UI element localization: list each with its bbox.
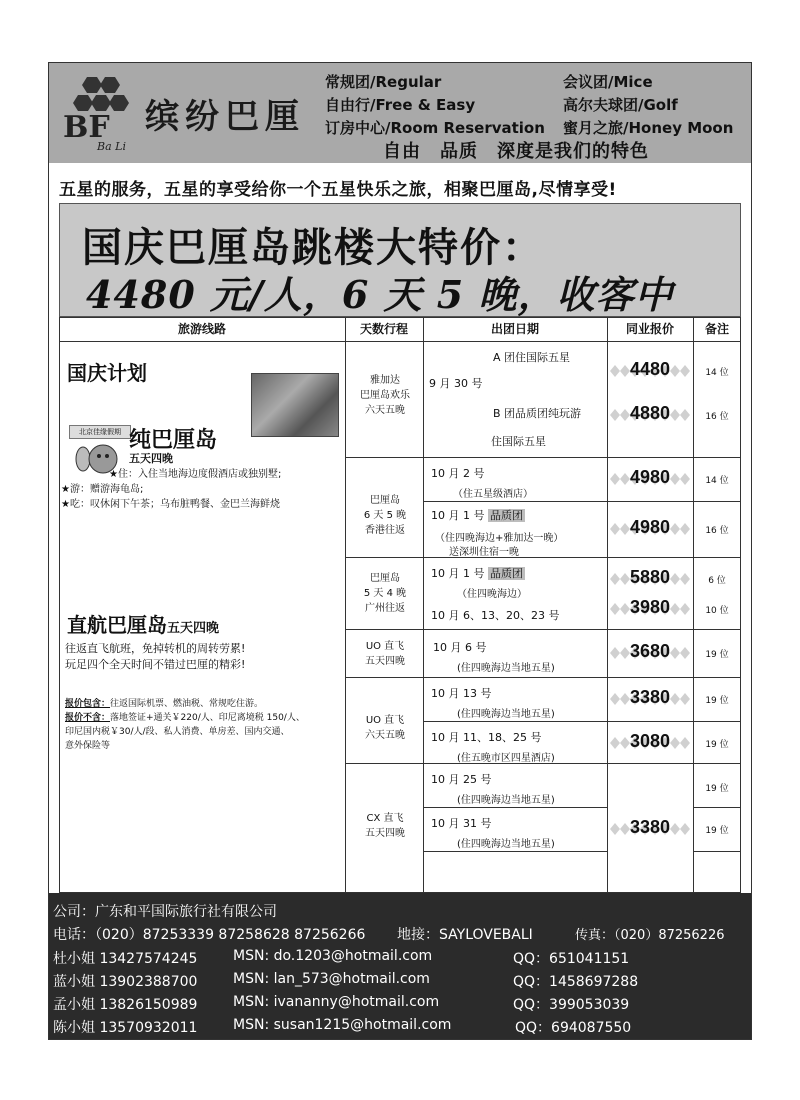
seats-note: 19 位	[705, 696, 729, 706]
brand-name: 缤纷巴厘	[145, 97, 305, 137]
price-excluded-2: 印尼国内税￥30/人/段、私人消费、单房差、国内交通、	[65, 727, 290, 737]
seats-note: 16 位	[705, 526, 729, 536]
g1-a: A 团住国际五星	[493, 351, 571, 364]
g4-d1: 10 月 6 号	[433, 641, 487, 654]
contact-msn[interactable]: MSN: susan1215@hotmail.com	[233, 1017, 452, 1033]
price-value: 4980	[629, 467, 671, 487]
route-g2: 巴厘岛 6 天 5 晚 香港往返	[363, 495, 407, 536]
contact-name: 孟小姐 13826150989	[53, 997, 198, 1013]
type-free-easy: 自由行/Free & Easy	[325, 96, 476, 114]
pure-title: 纯巴厘岛	[129, 428, 218, 453]
g5-d2: 10 月 11、18、25 号	[431, 731, 542, 744]
seats-note: 16 位	[705, 412, 729, 422]
g2-d1: 10 月 2 号	[431, 467, 485, 480]
seats-note: 14 位	[705, 368, 729, 378]
type-honeymoon: 蜜月之旅/Honey Moon	[563, 119, 734, 137]
direct-title: 直航巴厘岛五天四晚	[67, 613, 220, 637]
seats-note: 6 位	[708, 576, 726, 586]
pure-stay: ★住：入住当地海边度假酒店或独别墅;	[109, 469, 282, 480]
seats-note: 19 位	[705, 740, 729, 750]
g1-b: B 团品质团纯玩游	[493, 407, 582, 420]
contact-qq: QQ：1458697288	[513, 974, 639, 990]
pure-tour: ★游：赠游海龟岛;	[61, 484, 144, 495]
promo-price: 4480 元/人，6 天 5 晚，收客中	[86, 272, 674, 317]
price-table	[59, 317, 741, 893]
price-value: 4480	[629, 359, 671, 379]
contact-name: 陈小姐 13570932011	[53, 1020, 198, 1036]
footer-contact	[49, 893, 751, 1039]
contact-msn[interactable]: MSN: do.1203@hotmail.com	[233, 948, 433, 964]
g2-s2: （住四晚海边+雅加达一晚）	[435, 533, 564, 544]
g5-s1: (住四晚海边当地五星)	[457, 709, 555, 720]
header-route: 旅游线路	[177, 322, 226, 336]
contact-name: 杜小姐 13427574245	[53, 951, 198, 967]
type-golf: 高尔夫球团/Golf	[563, 96, 678, 114]
g6-s2: (住四晚海边当地五星)	[457, 839, 555, 850]
g2-d2: 10 月 1 号 品质团	[431, 509, 523, 522]
route-g1: 雅加达 巴厘岛欢乐 六天五晚	[360, 375, 410, 416]
slogan: 自由 品质 深度是我们的特色	[383, 141, 649, 162]
svg-text:Ba Li: Ba Li	[97, 140, 126, 153]
g4-s1: (住四晚海边当地五星)	[457, 663, 555, 674]
price-value: 4980	[629, 517, 671, 537]
seats-note: 19 位	[705, 650, 729, 660]
g2-s2b: 送深圳住宿一晚	[449, 547, 519, 558]
contact-name: 蓝小姐 13902388700	[53, 974, 198, 990]
seats-note: 14 位	[705, 476, 729, 486]
g1-b2: 住国际五星	[491, 435, 546, 448]
g3-s1: （住四晚海边）	[457, 589, 527, 600]
route-g3: 巴厘岛 5 天 4 晚 广州往返	[363, 573, 407, 614]
price-excluded-3: 意外保险等	[65, 741, 111, 751]
plan-title: 国庆计划	[67, 361, 147, 385]
type-room: 订房中心/Room Reservation	[325, 119, 545, 137]
g6-d2: 10 月 31 号	[431, 817, 492, 830]
photo-image	[251, 373, 339, 437]
g1-date: 9 月 30 号	[429, 377, 483, 390]
price-value: 3380	[629, 687, 671, 707]
contact-qq: QQ：651041151	[513, 951, 630, 967]
badge-label: 北京佳缘假期	[69, 425, 131, 439]
route-g5: UO 直飞 六天五晚	[365, 715, 405, 741]
price-value: 3980	[629, 597, 671, 617]
ground-agent: 地接：SAYLOVEBALI	[397, 927, 533, 943]
g5-s2: (住五晚市区四星酒店)	[457, 753, 555, 764]
g3-d2: 10 月 6、13、20、23 号	[431, 609, 560, 622]
svg-text:BF: BF	[63, 110, 110, 145]
phone-line: 电话：（020）87253339 87258628 87256266	[53, 927, 366, 943]
g2-s1: （住五星级酒店）	[453, 489, 533, 500]
price-value: 4880	[629, 403, 671, 423]
price-value: 3680	[629, 641, 671, 661]
logo-icon	[57, 73, 147, 153]
header-price: 同业报价	[625, 322, 674, 336]
seats-note: 19 位	[705, 784, 729, 794]
price-included: 报价包含：往返国际机票、燃油税、常规吃住游。	[65, 699, 264, 709]
company-name: 公司：广东和平国际旅行社有限公司	[53, 904, 277, 920]
price-value: 5880	[629, 567, 671, 587]
pure-eat: ★吃：叹休闲下午茶；乌布脏鸭餐、金巴兰海鲜烧	[61, 499, 280, 510]
pure-days: 五天四晚	[129, 452, 173, 465]
g6-s1: (住四晚海边当地五星)	[457, 795, 555, 806]
price-value: 3080	[629, 731, 671, 751]
g5-d1: 10 月 13 号	[431, 687, 492, 700]
promo-banner	[59, 203, 741, 317]
header-date: 出团日期	[490, 322, 539, 336]
contact-qq: QQ：694087550	[515, 1020, 632, 1036]
header-banner	[49, 63, 751, 163]
contact-msn[interactable]: MSN: lan_573@hotmail.com	[233, 971, 430, 987]
route-g6: CX 直飞 五天四晚	[365, 813, 405, 839]
tagline: 五星的服务，五星的享受给你一个五星快乐之旅，相聚巴厘岛,尽情享受!	[59, 180, 617, 200]
price-excluded: 报价不含：落地签证+通关￥220/人、印尼离境税 150/人、	[65, 713, 305, 723]
fax-line: 传真：（020）87256226	[575, 928, 725, 943]
promo-headline: 国庆巴厘岛跳楼大特价：	[82, 224, 544, 271]
g3-d1: 10 月 1 号 品质团	[431, 567, 523, 580]
direct-desc1: 往返直飞航班，免掉转机的周转劳累!	[65, 642, 246, 655]
header-note: 备注	[704, 322, 729, 336]
header-days: 天数行程	[359, 322, 408, 336]
type-mice: 会议团/Mice	[563, 73, 653, 91]
contact-msn[interactable]: MSN: ivananny@hotmail.com	[233, 994, 440, 1010]
g6-d1: 10 月 25 号	[431, 773, 492, 786]
price-value: 3380	[629, 817, 671, 837]
seats-note: 10 位	[705, 606, 729, 616]
type-regular: 常规团/Regular	[325, 73, 442, 91]
flyer	[48, 62, 752, 1040]
contact-qq: QQ：399053039	[513, 997, 630, 1013]
direct-desc2: 玩足四个全天时间不错过巴厘的精彩!	[65, 658, 246, 671]
seats-note: 19 位	[705, 826, 729, 836]
route-g4: UO 直飞 五天四晚	[365, 641, 405, 667]
